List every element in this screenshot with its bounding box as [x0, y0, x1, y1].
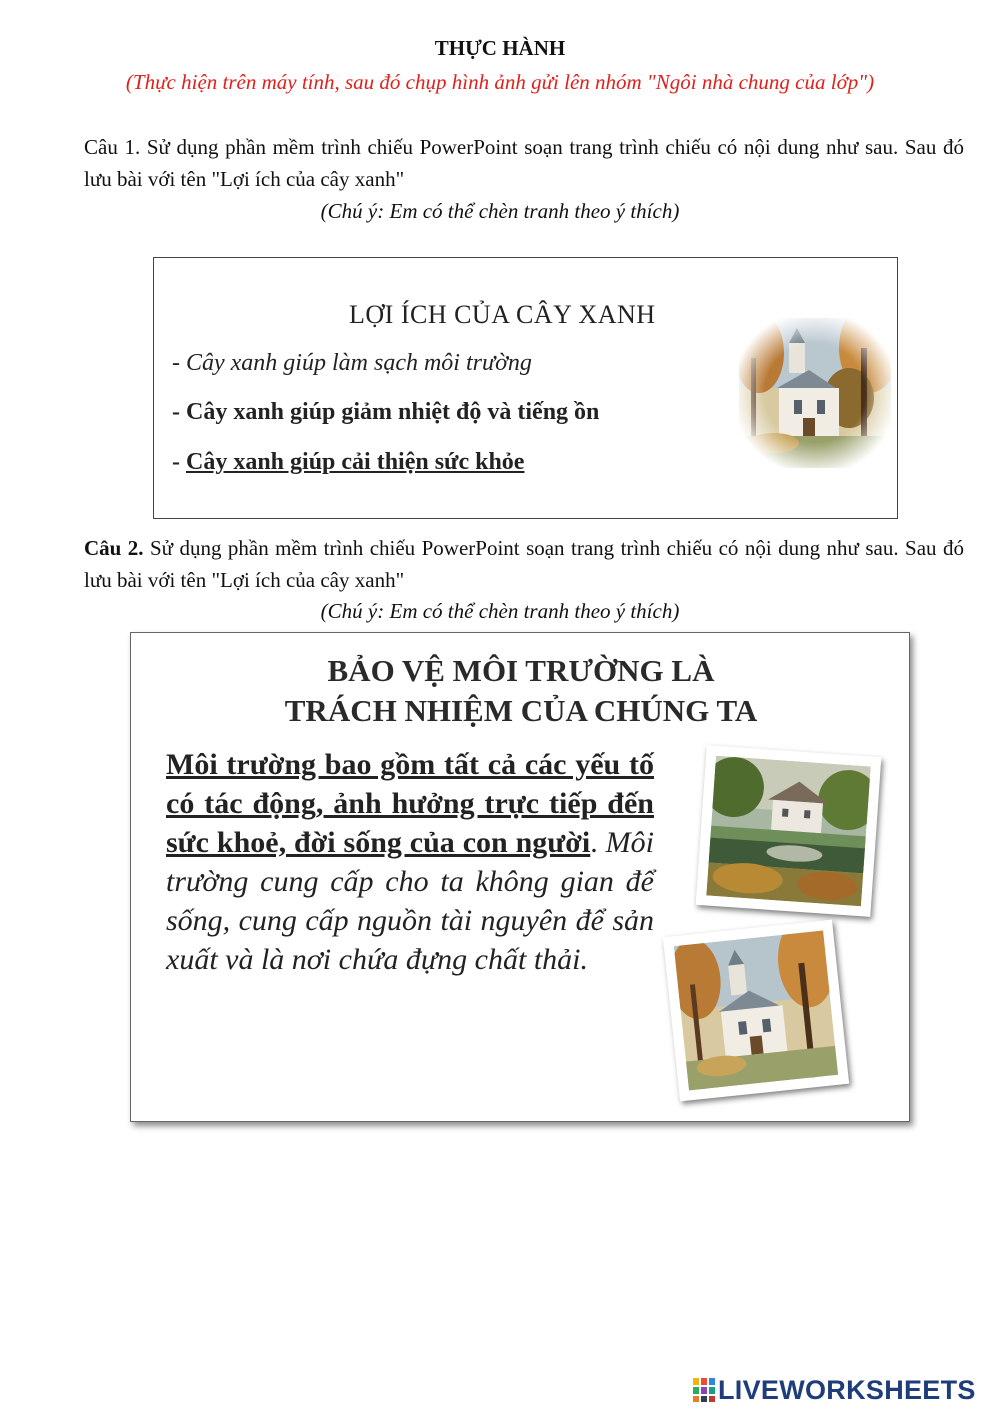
house-lake-image [706, 756, 870, 906]
house-lake-photo [696, 745, 882, 917]
slide-2-body-bold: Môi trường bao gồm tất cả các yếu tố có tác động, ảnh hưởng trực tiếp đến sức khoẻ, đời sống của con người [166, 748, 654, 859]
slide-1-bullet-3-dash: - [172, 449, 186, 475]
slide-1 [153, 257, 898, 519]
slide-2 [130, 632, 910, 1122]
question-2 [84, 532, 964, 596]
liveworksheets-logo[interactable] [693, 1374, 976, 1406]
slide-1-bullet-2: - Cây xanh giúp giảm nhiệt độ và tiếng ồn [172, 399, 600, 425]
slide-1-bullet-3 [172, 449, 524, 476]
question-1-label: Câu 1. [84, 135, 141, 159]
instruction-note: (Thực hiện trên máy tính, sau đó chụp hình ảnh gửi lên nhóm "Ngôi nhà chung của lớp") [125, 70, 875, 94]
question-1-hint: (Chú ý: Em có thể chèn tranh theo ý thích) [320, 199, 680, 223]
slide-1-bullet-3-text: Cây xanh giúp cải thiện sức khỏe [186, 449, 525, 475]
slide-2-body-italic: Môi trường cung cấp cho ta không gian để sống, cung cấp nguồn tài nguyên để sản xuất và là nơi chứa đựng chất thải. [166, 826, 654, 976]
question-1 [84, 131, 964, 195]
liveworksheets-logo-text: LIVEWORKSHEETS [718, 1374, 976, 1405]
slide-2-body [166, 745, 654, 979]
slide-1-bullet-1: - Cây xanh giúp làm sạch môi trường [172, 350, 532, 376]
church-photo [663, 920, 849, 1102]
question-2-text: Sử dụng phần mềm trình chiếu PowerPoint soạn trang trình chiếu có nội dung như sau. Sau đó lưu bài với tên "Lợi ích của cây xanh" [84, 536, 964, 592]
question-2-label: Câu 2. [84, 536, 144, 560]
slide-2-body-period: . [590, 826, 598, 859]
church-painting-image [739, 318, 891, 468]
slide-1-title: LỢI ÍCH CỦA CÂY XANH [349, 300, 656, 329]
church-image [674, 931, 838, 1091]
liveworksheets-logo-icon [693, 1378, 715, 1402]
slide-2-title-line-2: TRÁCH NHIỆM CỦA CHÚNG TA [284, 693, 758, 728]
question-1-text: Sử dụng phần mềm trình chiếu PowerPoint soạn trang trình chiếu có nội dung như sau. Sau đó lưu bài với tên "Lợi ích của cây xanh" [84, 135, 965, 191]
page-title: THỰC HÀNH [434, 36, 566, 60]
question-2-hint: (Chú ý: Em có thể chèn tranh theo ý thích) [320, 599, 680, 623]
slide-2-title [131, 651, 911, 731]
slide-2-title-line-1: BẢO VỆ MÔI TRƯỜNG LÀ [327, 653, 715, 688]
